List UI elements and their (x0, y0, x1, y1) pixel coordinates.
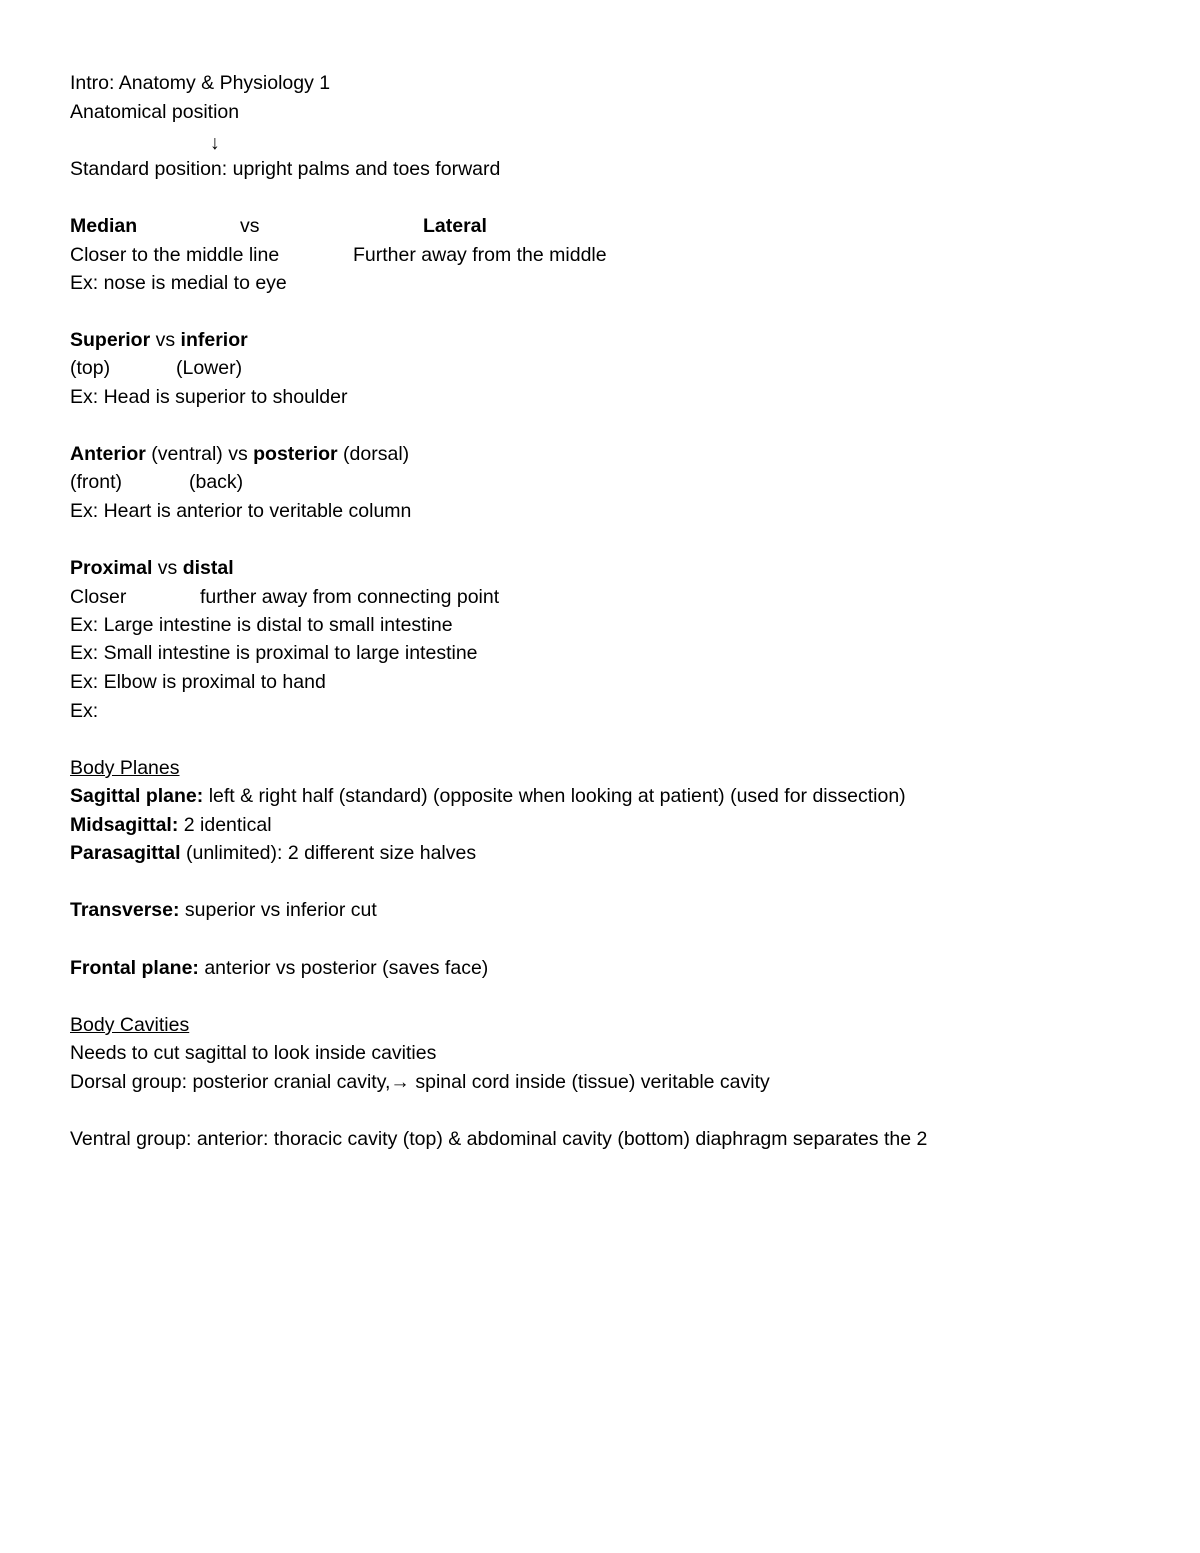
frontal-description: anterior vs posterior (saves face) (198, 957, 489, 979)
frontal-plane-line (70, 956, 488, 980)
sagittal-description: left & right half (standard) (opposite when looking at patient) (used for dissection) (203, 785, 906, 807)
proximal-distal-vs: vs (152, 557, 183, 579)
median-lateral-vs: vs (240, 215, 260, 237)
sagittal-plane-line (70, 784, 906, 808)
anterior-paren: (ventral) vs (145, 443, 254, 465)
superior-inferior-vs: vs (150, 329, 181, 351)
proximal-description: Closer (70, 586, 127, 608)
superior-inferior-heading (70, 328, 248, 352)
dorsal-group-line: Dorsal group: posterior cranial cavity,→ spinal cord inside (tissue) veritable cavity (70, 1071, 770, 1093)
midsagittal-line (70, 813, 272, 837)
transverse-description: superior vs inferior cut (179, 899, 377, 921)
proximal-term: Proximal (70, 557, 153, 579)
proximal-example: Ex: (70, 700, 99, 722)
median-term: Median (70, 215, 138, 237)
ventral-group-line: Ventral group: anterior: thoracic cavity (top) & abdominal cavity (bottom) diaphragm separates the 2 (70, 1128, 928, 1150)
lateral-description: Further away from the middle (353, 244, 607, 266)
median-example: Ex: nose is medial to eye (70, 272, 287, 294)
proximal-distal-heading (70, 556, 234, 580)
superior-description: (top) (70, 357, 111, 379)
posterior-term: posterior (253, 443, 338, 465)
body-planes-heading: Body Planes (70, 757, 180, 779)
distal-term: distal (182, 557, 234, 579)
parasagittal-description: (unlimited): 2 different size halves (180, 842, 477, 864)
superior-example: Ex: Head is superior to shoulder (70, 386, 348, 408)
body-cavities-heading: Body Cavities (70, 1014, 190, 1036)
inferior-description: (Lower) (176, 357, 243, 379)
anterior-term: Anterior (70, 443, 146, 465)
parasagittal-term: Parasagittal (70, 842, 181, 864)
down-arrow-icon: ↓ (210, 132, 220, 154)
anterior-description: (front) (70, 471, 123, 493)
posterior-description: (back) (189, 471, 244, 493)
anterior-example: Ex: Heart is anterior to veritable column (70, 500, 412, 522)
cavities-line: Needs to cut sagittal to look inside cavities (70, 1042, 437, 1064)
document-title: Intro: Anatomy & Physiology 1 (70, 72, 331, 94)
proximal-example: Ex: Elbow is proximal to hand (70, 671, 326, 693)
superior-term: Superior (70, 329, 151, 351)
anatomical-position-heading: Anatomical position (70, 101, 240, 123)
distal-description: further away from connecting point (200, 586, 500, 608)
lateral-term: Lateral (423, 215, 487, 237)
transverse-term: Transverse: (70, 899, 180, 921)
posterior-paren: (dorsal) (337, 443, 410, 465)
anterior-posterior-heading (70, 442, 409, 466)
frontal-term: Frontal plane: (70, 957, 199, 979)
parasagittal-line (70, 841, 476, 865)
inferior-term: inferior (180, 329, 248, 351)
proximal-example: Ex: Small intestine is proximal to large intestine (70, 642, 478, 664)
transverse-line (70, 898, 377, 922)
standard-position-text: Standard position: upright palms and toes forward (70, 158, 501, 180)
midsagittal-description: 2 identical (178, 814, 272, 836)
proximal-example: Ex: Large intestine is distal to small intestine (70, 614, 453, 636)
median-description: Closer to the middle line (70, 244, 280, 266)
midsagittal-term: Midsagittal: (70, 814, 179, 836)
sagittal-term: Sagittal plane: (70, 785, 204, 807)
